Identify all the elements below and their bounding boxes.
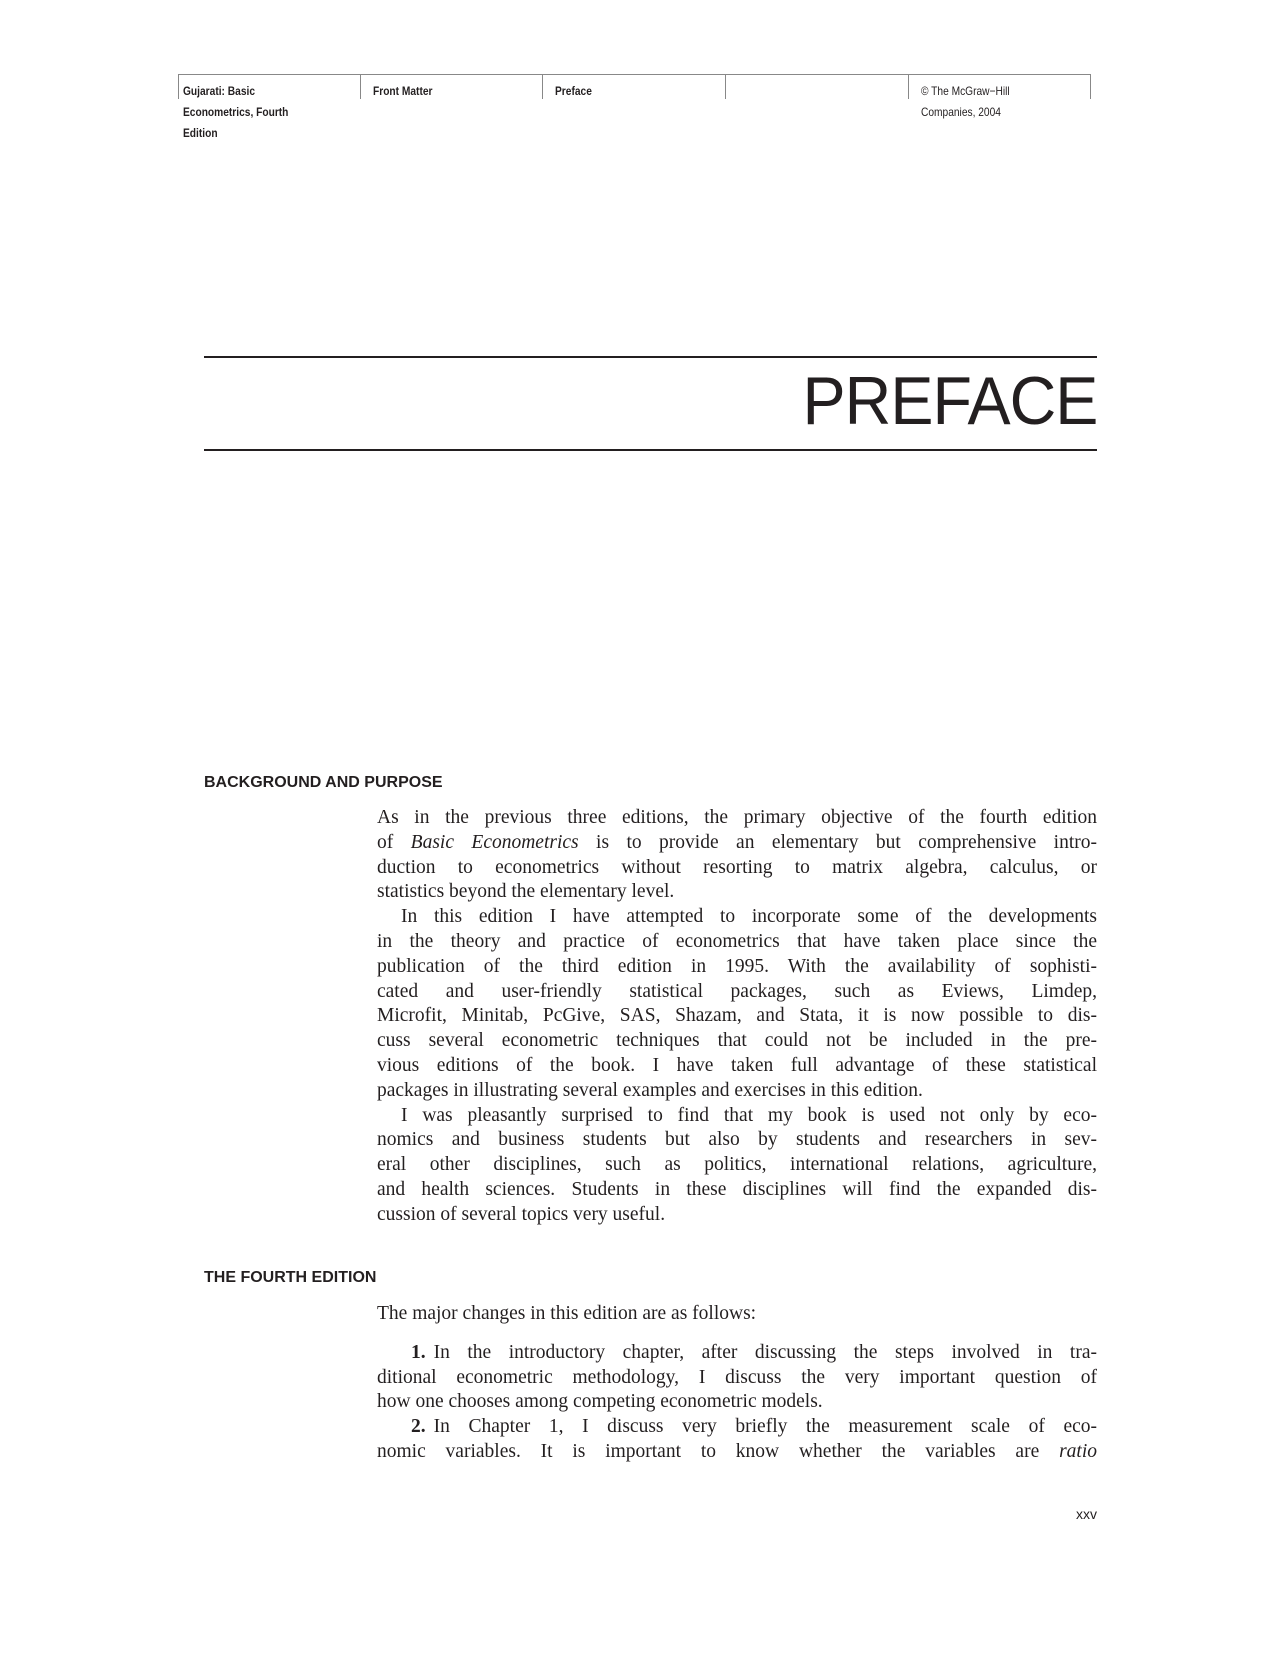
header-cell-copyright [908,75,1010,119]
header-cell-part [360,75,433,99]
text-line [377,831,1097,856]
text-line: nomics and business students but also by students and researchers in sev- [377,1129,1097,1151]
text-line: packages in illustrating several examples and exercises in this edition. [377,1079,923,1101]
running-header [178,74,1091,140]
title-rule-top [204,356,1097,358]
text-line: cuss several econometric techniques that could not be included in the pre- [377,1030,1097,1052]
text-line: cussion of several topics very useful. [377,1203,666,1225]
intro-line: The major changes in this edition are as follows: [377,1303,757,1324]
text-line [377,1440,1097,1465]
spacer [377,1327,1097,1341]
title-rule-bottom [204,449,1097,451]
text-line: publication of the third edition in 1995. With the availability of sophisti- [377,955,1097,977]
italic-text: ratio [1059,1440,1097,1462]
header-book-line: Econometrics, Fourth [183,105,289,119]
text-line: I was pleasantly surprised to find that my book is used not only by eco- [401,1104,1097,1126]
text-line: cated and user-friendly statistical packages, such as Eviews, Limdep, [377,980,1097,1002]
item-number: 1. [411,1341,426,1363]
header-cell-chapter [542,75,592,99]
header-part: Front Matter [373,84,433,98]
text-line: and health sciences. Students in these disciplines will find the expanded dis- [377,1178,1097,1200]
section-heading: THE FOURTH EDITION [204,1269,377,1286]
header-copyright-line: © The McGraw−Hill [921,84,1010,98]
header-cell-empty [725,75,726,99]
section-body-background [377,806,1097,1228]
list-item [377,1415,1097,1440]
text-line: how one chooses among competing econometric models. [377,1391,823,1413]
header-cell-end [1090,75,1091,99]
text-line: Microfit, Minitab, PcGive, SAS, Shazam, and Stata, it is now possible to dis- [377,1005,1097,1027]
item-text: In Chapter 1, I discuss very briefly the measurement scale of eco- [433,1416,1097,1438]
italic-text: Basic Econometrics [410,831,579,853]
page-number: xxv [1076,1506,1097,1522]
text-line: ditional econometric methodology, I discuss the very important question of [377,1366,1097,1388]
text-segment: of [377,831,411,853]
header-chapter: Preface [555,84,592,98]
text-line: duction to econometrics without resorting to matrix algebra, calculus, or [377,856,1097,878]
header-cell-book [178,75,289,140]
text-line: vious editions of the book. I have taken full advantage of these statistical [377,1054,1097,1076]
section-body-fourth-edition [377,1302,1097,1465]
text-line: eral other disciplines, such as politics, international relations, agriculture, [377,1154,1097,1176]
text-segment: nomic variables. It is important to know whether the variables are [377,1440,1060,1462]
header-book-line: Edition [183,126,218,140]
text-line: In this edition I have attempted to incorporate some of the developments [401,906,1097,928]
text-segment: is to provide an elementary but comprehensive intro- [578,831,1098,853]
section-heading: BACKGROUND AND PURPOSE [204,774,443,791]
item-text: In the introductory chapter, after discussing the steps involved in tra- [433,1341,1097,1363]
text-line: As in the previous three editions, the primary objective of the fourth edition [377,807,1097,828]
header-book-line: Gujarati: Basic [183,84,255,98]
header-copyright-line: Companies, 2004 [921,105,1001,119]
chapter-title: PREFACE [802,363,1097,439]
text-line: statistics beyond the elementary level. [377,881,675,903]
list-item [377,1341,1097,1366]
text-line: in the theory and practice of econometrics that have taken place since the [377,930,1097,952]
item-number: 2. [411,1416,426,1438]
